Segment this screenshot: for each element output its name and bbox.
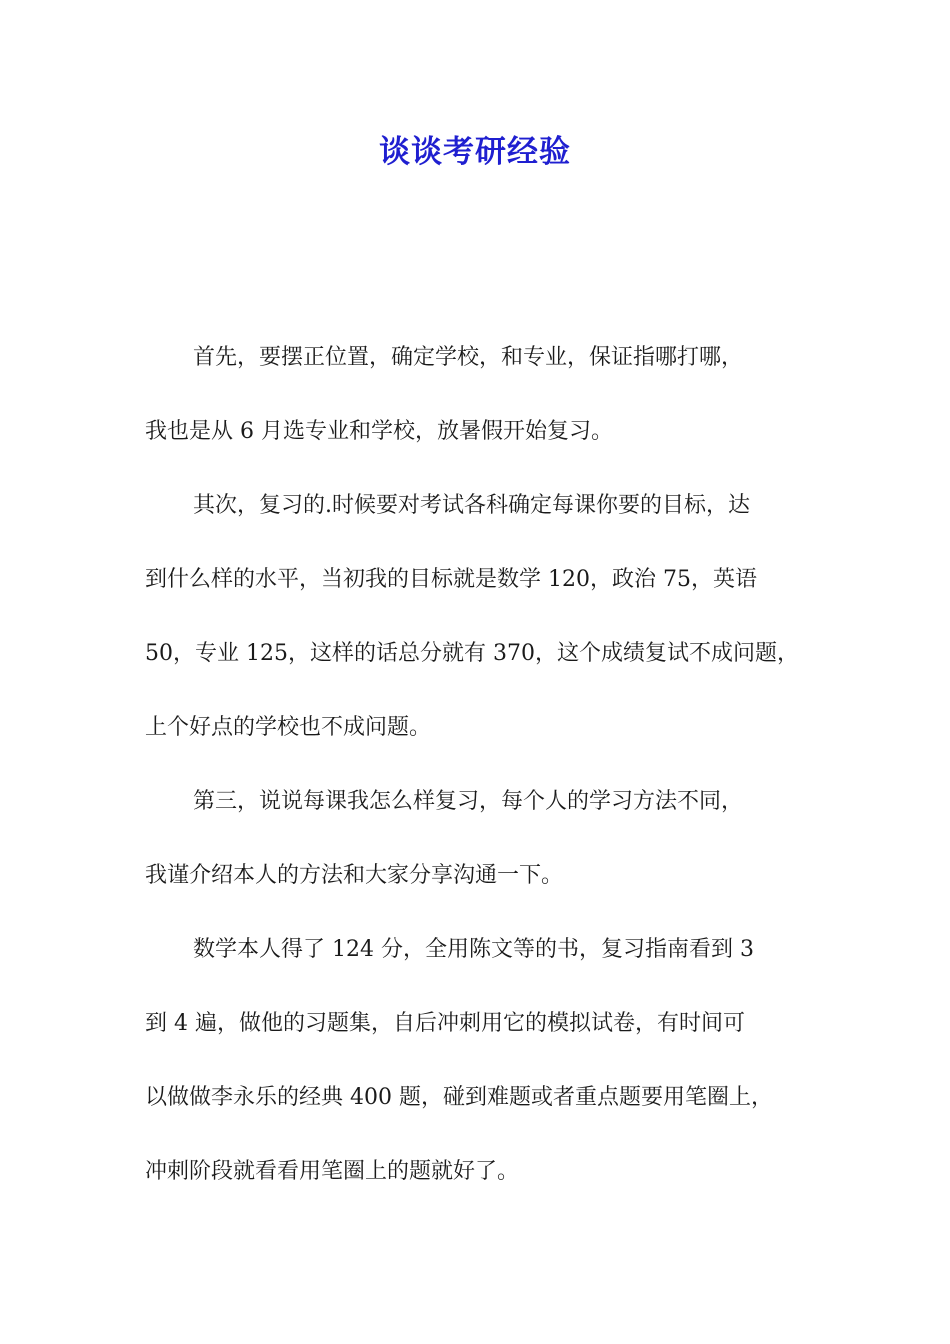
paragraph-line: 以做做李永乐的经典 400 题，碰到难题或者重点题要用笔圈上， [145, 1085, 773, 1110]
paragraph-line: 到 4 遍，做他的习题集，自后冲刺用它的模拟试卷，有时间可 [145, 1011, 745, 1036]
paragraph-2 [145, 487, 825, 746]
paragraph-line: 我也是从 6 月选专业和学校，放暑假开始复习。 [145, 419, 613, 444]
paragraph-line: 首先，要摆正位置，确定学校，和专业，保证指哪打哪， [193, 345, 744, 370]
paragraph-line: 冲刺阶段就看看用笔圈上的题就好了。 [145, 1159, 520, 1184]
paragraph-4 [145, 931, 825, 1190]
paragraph-1 [145, 339, 825, 450]
paragraph-line: 我谨介绍本人的方法和大家分享沟通一下。 [145, 863, 564, 888]
paragraph-line: 其次，复习的.时候要对考试各科确定每课你要的目标，达 [193, 493, 750, 518]
paragraph-line: 上个好点的学校也不成问题。 [145, 715, 432, 740]
document-body [145, 339, 825, 1227]
paragraph-line: 第三，说说每课我怎么样复习，每个人的学习方法不同， [193, 789, 744, 814]
paragraph-line: 到什么样的水平，当初我的目标就是数学 120，政治 75，英语 [145, 567, 757, 592]
paragraph-line: 数学本人得了 124 分，全用陈文等的书，复习指南看到 3 [193, 937, 754, 962]
document-title: 谈谈考研经验 [379, 134, 571, 170]
paragraph-3 [145, 783, 825, 894]
paragraph-line: 50，专业 125，这样的话总分就有 370，这个成绩复试不成问题， [145, 641, 799, 666]
